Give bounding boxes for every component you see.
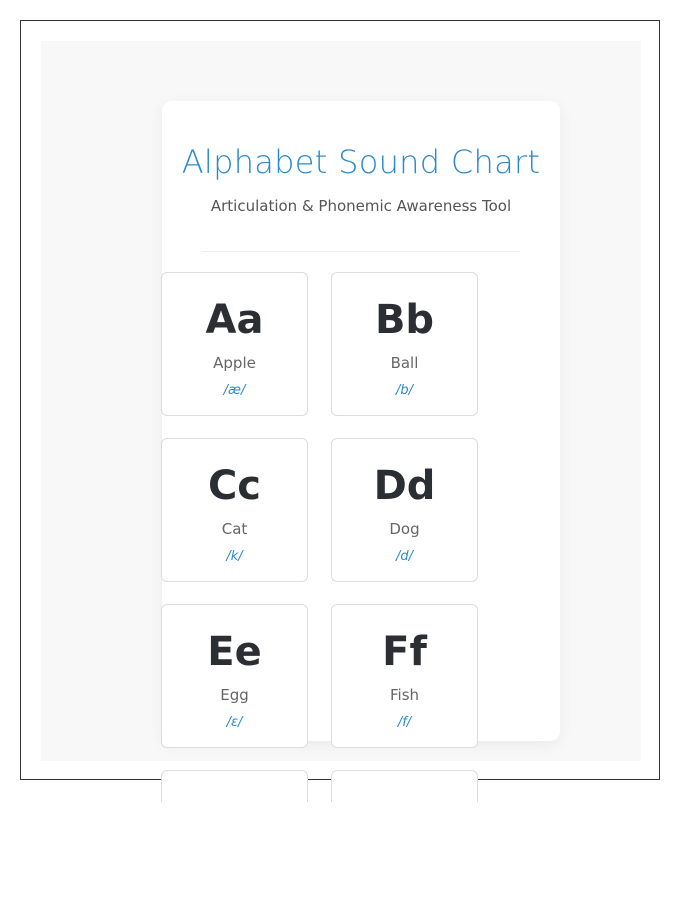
page-subtitle: Articulation & Phonemic Awareness Tool	[210, 197, 512, 215]
letter-tile-e[interactable]	[161, 604, 308, 748]
letter-tile-d[interactable]	[331, 438, 478, 582]
tile-ipa: /æ/	[223, 383, 246, 398]
tile-word: Cat	[221, 520, 248, 538]
page-title: Alphabet Sound Chart	[181, 143, 541, 181]
letter-grid	[161, 272, 479, 802]
tile-word: Fish	[389, 686, 420, 704]
tile-word: Dog	[389, 520, 420, 538]
letter-tile-g[interactable]	[161, 770, 308, 802]
header-divider	[202, 251, 520, 252]
tile-letter: Ee	[207, 629, 262, 675]
letter-tile-h[interactable]	[331, 770, 478, 802]
tile-letter: Dd	[373, 463, 436, 509]
letter-tile-b[interactable]	[331, 272, 478, 416]
tile-letter: Ff	[382, 629, 427, 675]
tile-letter: Aa	[205, 297, 264, 343]
letter-tile-c[interactable]	[161, 438, 308, 582]
tile-ipa: /f/	[397, 715, 412, 730]
tile-word: Egg	[220, 686, 249, 704]
tile-ipa: /b/	[395, 383, 413, 398]
letter-tile-a[interactable]	[161, 272, 308, 416]
tile-word: Apple	[213, 354, 256, 372]
letter-tile-f[interactable]	[331, 604, 478, 748]
tile-ipa: /k/	[226, 549, 243, 564]
tile-letter: Cc	[207, 463, 262, 509]
tile-word: Ball	[390, 354, 419, 372]
tile-letter: Bb	[374, 297, 435, 343]
tile-ipa: /d/	[395, 549, 413, 564]
tile-ipa: /ɛ/	[226, 715, 243, 730]
